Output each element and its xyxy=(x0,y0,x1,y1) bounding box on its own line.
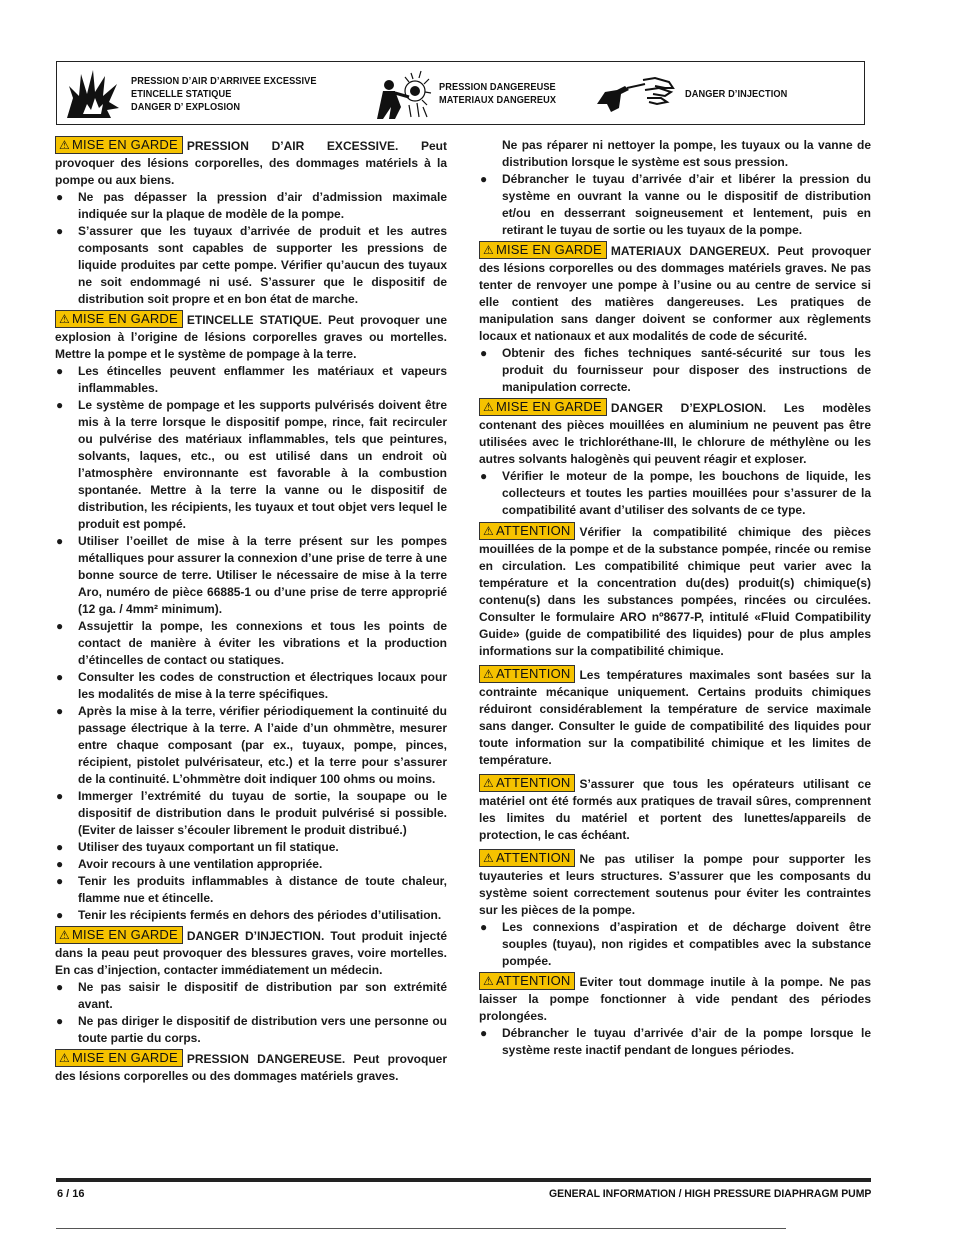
warning-dangerous-pressure-text: PRESSION DANGEREUSE. Peut provoquer des lésions corporelles ou des dommages matériels graves. xyxy=(55,1052,447,1083)
caution-chemical-compatibility xyxy=(479,523,871,660)
caution-label xyxy=(479,972,575,990)
caution-label-text: ATTENTION xyxy=(495,850,571,865)
caution-label-text: ATTENTION xyxy=(495,775,571,790)
warning-air-pressure-text: PRESSION D’AIR EXCESSIVE. Peut provoquer des lésions corporelles, des dommages matériels à la pompe ou aux biens. xyxy=(55,139,447,187)
bullet-item: ● Immerger l’extrémité du tuyau de sortie, la soupape ou le dispositif de distribution dans le produit pulvérisé si possible. (Eviter de laisser s’écouler librement le produit distribué.) xyxy=(56,789,447,837)
bullet-text: S’assurer que les tuyaux d’arrivée de produit et les autres composants sont capables de supporter les pressions de liquide produites par cette pompe. Vérifier qu’aucun des tuyaux ne soit endommagé ni usé. S’assurer que le dispositif de distribution soit propre et en bon état de marche. xyxy=(78,224,447,306)
caution-pump-support xyxy=(479,850,871,919)
warning-static-spark-text: ETINCELLE STATIQUE. Peut provoquer une explosion à l’origine de lésions corporelles graves ou mortelles. Mettre la pompe et le système de pompage à la terre. xyxy=(55,313,447,361)
warning-triangle-icon: ⚠ xyxy=(59,1051,70,1065)
bullet-text: Le système de pompage et les supports pulvérisés doivent être mis à la terre lorsque le dispositif pompe, rince, fait recirculer ou pulvérise des matériaux inflammables, tels que peintures, solvants, laques, etc., ou est utilisé dans un endroit où l’atmosphère environnante est favorable à la combustion spontanée. Mettre à la terre la vanne ou le dispositif de distribution, les récipients, les tuyaux et tout objet vers lequel le produit est pompé. xyxy=(78,398,447,531)
warning-explosion xyxy=(479,399,871,468)
footer-title: GENERAL INFORMATION / HIGH PRESSURE DIAPHRAGM PUMP xyxy=(548,1188,871,1200)
bullet-item: ● Tenir les récipients fermés en dehors des périodes d’utilisation. xyxy=(56,908,442,922)
warning-label-text: MISE EN GARDE xyxy=(71,137,178,152)
warning-triangle-icon: ⚠ xyxy=(59,928,70,942)
bullet-item: ● Utiliser l’oeillet de mise à la terre présent sur les pompes métalliques pour assurer la connexion d’une prise de terre à une bonne source de terre. Utiliser le nécessaire de mise à la terre Aro, numéro de pièce 66885-1 ou d’une prise de terre approprié (12 ga. / 4mm² minimum). xyxy=(56,534,447,616)
bullet-item: ● Vérifier le moteur de la pompe, les bouchons de liquide, les collecteurs et toutes les parties mouillées pour s’assurer de la compatibilité avant d’utiliser des solvants de ce type. xyxy=(480,469,871,517)
hazard-text-2a: PRESSION DANGEREUSE xyxy=(439,82,556,93)
caution-label xyxy=(479,522,575,540)
warning-triangle-icon: ⚠ xyxy=(59,138,70,152)
bullet-item: ● Ne pas diriger le dispositif de distribution vers une personne ou toute partie du corps. xyxy=(56,1014,447,1045)
warning-dangerous-pressure-continued: Ne pas réparer ni nettoyer la pompe, les tuyaux ou la vanne de distribution lorsque le système est sous pression. xyxy=(502,138,871,169)
bullet-text: Obtenir des fiches techniques santé-sécurité sur tous les produit du fournisseur pour disposer des instructions de manipulation correcte. xyxy=(502,346,871,394)
warning-label-text: MISE EN GARDE xyxy=(71,927,178,942)
bullet-text: Après la mise à la terre, vérifier périodiquement la continuité du passage électrique à la terre. A l’aide d’un ohmmètre, mesurer entre chaque composant (par ex., tuyaux, pompe, pinces, récipient, pistolet pulvérisateur, etc.) et la terre pour s’assurer de la continuité. L’ohmmètre doit indiquer 100 ohms ou moins. xyxy=(78,704,447,786)
caution-max-temperature-text: Les températures maximales sont basées sur la contrainte mécanique uniquement. Certains produits chimiques réduiront considérablement la température de service maximale sans danger. Consulter le guide de compatibilité des liquides pour toute information sur la compatibilité chimique et les limites de température. xyxy=(479,668,871,767)
caution-max-temperature xyxy=(479,666,871,769)
warning-triangle-icon: ⚠ xyxy=(483,243,494,257)
bullet-text: Ne pas dépasser la pression d’air d’admission maximale indiquée sur la plaque de modèle de la pompe. xyxy=(78,190,447,221)
warning-triangle-icon: ⚠ xyxy=(483,667,494,681)
bullet-item: ● Ne pas dépasser la pression d’air d’admission maximale indiquée sur la plaque de modèle de la pompe. xyxy=(56,190,447,221)
bullet-text: Assujettir la pompe, les connexions et tous les points de contact de manière à éviter les vibrations et la production d’étincelles de contact ou statiques. xyxy=(78,619,447,667)
bullet-text: Utiliser l’oeillet de mise à la terre présent sur les pompes métalliques pour assurer la connexion d’une prise de terre à une bonne source de terre. Utiliser le nécessaire de mise à la terre Aro, numéro de pièce 66885-1 ou d’une prise de terre approprié (12 ga. / 4mm² minimum). xyxy=(78,534,447,616)
bullet-text: Tenir les produits inflammables à distance de toute chaleur, flamme nue et étincelle. xyxy=(78,874,447,905)
injection-icon xyxy=(595,74,675,114)
hazard-group-explosion xyxy=(65,68,333,120)
caution-label xyxy=(479,849,575,867)
caution-dry-run-text: Eviter tout dommage inutile à la pompe. Ne pas laisser la pompe fonctionner à vide pendant des périodes prolongées. xyxy=(479,975,871,1023)
bullet-item: ● Les connexions d’aspiration et de décharge doivent être souples (tuyau), non rigides et compatibles avec la substance pompée. xyxy=(480,920,871,968)
warning-air-pressure xyxy=(55,137,447,189)
warning-hazardous-materials-text: MATERIAUX DANGEREUX. Peut provoquer des lésions corporelles ou des dommages matériels graves. Ne pas tenter de renvoyer une pompe à l’usine ou au centre de service si elle contient des matières dangereuses. Les pratiques de manipulation sans danger doivent se conformer aux règlements locaux et nationaux et aux modalités de code de sécurité. xyxy=(479,244,871,343)
hazard-text-2b: MATERIAUX DANGEREUX xyxy=(439,95,557,106)
hazard-group-materials xyxy=(375,67,566,121)
warning-triangle-icon: ⚠ xyxy=(59,312,70,326)
warning-injection-text: DANGER D’INJECTION. Tout produit injecté dans la peau peut provoquer des blessures graves, voire mortelles. En cas d’injection, contacter immédiatement un médecin. xyxy=(55,929,447,977)
left-column xyxy=(55,137,447,1085)
bullet-text: Consulter les codes de construction et électriques locaux pour les modalités de mise à la terre spécifiques. xyxy=(78,670,447,701)
page-number: 6 / 16 xyxy=(57,1188,85,1200)
bullet-item: ● Tenir les produits inflammables à distance de toute chaleur, flamme nue et étincelle. xyxy=(56,874,447,905)
bullet-item: ● Les étincelles peuvent enflammer les matériaux et vapeurs inflammables. xyxy=(56,364,447,395)
bullet-text: Ne pas saisir le dispositif de distribution par son extrémité avant. xyxy=(78,980,447,1011)
warning-label-text: MISE EN GARDE xyxy=(71,311,178,326)
hazard-group-injection xyxy=(595,74,796,114)
hazard-header xyxy=(56,61,865,125)
warning-dangerous-pressure xyxy=(55,1050,447,1085)
bullet-item: ● Assujettir la pompe, les connexions et tous les points de contact de manière à éviter les vibrations et la production d’étincelles de contact ou statiques. xyxy=(56,619,447,667)
hazard-text-1b: ETINCELLE STATIQUE xyxy=(131,88,232,100)
bullet-item: ● Après la mise à la terre, vérifier périodiquement la continuité du passage électrique à la terre. A l’aide d’un ohmmètre, mesurer entre chaque composant (par ex., tuyaux, pompe, pinces, récipient, pistolet pulvérisateur, etc.) et la terre pour s’assurer de la continuité. L’ohmmètre doit indiquer 100 ohms ou moins. xyxy=(56,704,447,786)
bullet-text: Débrancher le tuyau d’arrivée d’air et libérer la pression du système en ouvrant la vanne ou le dispositif de distribution et/ou en desserrant soigneusement et lentement, puis en retirant le tuyau de sortie ou les tuyaux de la pompe. xyxy=(502,172,871,237)
bullet-text: Tenir les récipients fermés en dehors des périodes d’utilisation. xyxy=(78,908,442,922)
warning-triangle-icon: ⚠ xyxy=(483,400,494,414)
hazard-text-1a: PRESSION D’AIR D’ARRIVEE EXCESSIVE xyxy=(131,75,317,87)
warning-static-spark xyxy=(55,311,447,363)
bullet-item: ● Le système de pompage et les supports pulvérisés doivent être mis à la terre lorsque le dispositif pompe, rince, fait recirculer ou pulvérise des matériaux inflammables, tels que peintures, solvants, laques, etc., ou est utilisé dans un endroit où l’atmosphère environnante est favorable à la combustion spontanée. Mettre à la terre la vanne ou le dispositif de distribution, les récipients, les tuyaux et tout objet vers lequel le produit est pompé. xyxy=(56,398,447,531)
warning-label-text: MISE EN GARDE xyxy=(495,399,602,414)
bullet-text: Ne pas diriger le dispositif de distribution vers une personne ou toute partie du corps. xyxy=(78,1014,447,1045)
bullet-text: Avoir recours à une ventilation appropriée. xyxy=(78,857,323,871)
caution-chemical-compatibility-text: Vérifier la compatibilité chimique des pièces mouillées de la pompe et de la substance pompée, rincée ou remise en circulation. Les compatibilité chimique peut varier avec la température et la concentration du(des) produit(s) chimique(s) contenu(s) dans les substances pompées, rincées ou circulées. Consulter le formulaire ARO nº8677-P, intitulé «Fluid Compatibility Guide» (guide de compatibilité des liquides) pour de plus amples informations sur la compatibilité chimique. xyxy=(479,525,871,658)
bullet-item: ● Débrancher le tuyau d’arrivée d’air et libérer la pression du système en ouvrant la vanne ou le dispositif de distribution et/ou en desserrant soigneusement et lentement, puis en retirant le tuyau de sortie ou les tuyaux de la pompe. xyxy=(480,172,871,237)
warning-triangle-icon: ⚠ xyxy=(483,974,494,988)
hazardous-materials-icon xyxy=(375,67,433,121)
warning-label-text: MISE EN GARDE xyxy=(71,1050,178,1065)
explosion-icon xyxy=(65,68,121,120)
caution-operator-training-text: S’assurer que tous les opérateurs utilisant ce matériel ont été formés aux pratiques de travail sûres, comprennent les limites du matériel et portent des lunettes/appareils de protection, le cas échéant. xyxy=(479,777,871,842)
warning-label xyxy=(479,398,607,416)
bullet-item: ● S’assurer que les tuyaux d’arrivée de produit et les autres composants sont capables de supporter les pressions de liquide produites par cette pompe. Vérifier qu’aucun des tuyaux ne soit endommagé ni usé. S’assurer que le dispositif de distribution soit propre et en bon état de marche. xyxy=(56,224,447,306)
warning-label xyxy=(55,310,183,328)
warning-triangle-icon: ⚠ xyxy=(483,776,494,790)
warning-label xyxy=(55,926,183,944)
caution-label-text: ATTENTION xyxy=(495,666,571,681)
bullet-text: Débrancher le tuyau d’arrivée d’air de la pompe lorsque le système reste inactif pendant de longues périodes. xyxy=(502,1026,871,1057)
bottom-divider xyxy=(56,1228,786,1229)
bullet-item: ● Obtenir des fiches techniques santé-sécurité sur tous les produit du fournisseur pour disposer des instructions de manipulation correcte. xyxy=(480,346,871,394)
warning-label-text: MISE EN GARDE xyxy=(495,242,602,257)
hazard-text-3a: DANGER D’INJECTION xyxy=(685,88,788,100)
caution-label xyxy=(479,774,575,792)
caution-label xyxy=(479,665,575,683)
caution-dry-run xyxy=(479,973,871,1025)
bullet-text: Immerger l’extrémité du tuyau de sortie, la soupape ou le dispositif de distribution dans le produit pulvérisé si possible. (Eviter de laisser s’écouler librement le produit distribué.) xyxy=(78,789,447,837)
caution-label-text: ATTENTION xyxy=(495,523,571,538)
bullet-item: ● Utiliser des tuyaux comportant un fil statique. xyxy=(56,840,339,854)
bullet-item: ● Avoir recours à une ventilation appropriée. xyxy=(56,857,323,871)
bullet-item: ● Consulter les codes de construction et électriques locaux pour les modalités de mise à la terre spécifiques. xyxy=(56,670,447,701)
warning-explosion-text: DANGER D’EXPLOSION. Les modèles contenant des pièces mouillées en aluminium ne peuvent pas être utilisées avec le trichloréthane-III, le chlorure de méthylène ou les autres solvants halogènès qui peuvent réagir et exploser. xyxy=(479,401,871,466)
warning-triangle-icon: ⚠ xyxy=(483,851,494,865)
warning-label xyxy=(55,136,183,154)
caution-operator-training xyxy=(479,775,871,844)
warning-hazardous-materials xyxy=(479,242,871,345)
right-column xyxy=(479,137,871,1059)
warning-label xyxy=(479,241,607,259)
bullet-text: Vérifier le moteur de la pompe, les bouchons de liquide, les collecteurs et toutes les parties mouillées pour s’assurer de la compatibilité avant d’utiliser des solvants de ce type. xyxy=(502,469,871,517)
caution-label-text: ATTENTION xyxy=(495,973,571,988)
footer-rule xyxy=(56,1178,871,1182)
warning-label xyxy=(55,1049,183,1067)
caution-pump-support-text: Ne pas utiliser la pompe pour supporter les tuyauteries et leurs structures. S’assurer que les composants du système soient correctement soutenus pour éviter les contraintes sur les pièces de la pompe. xyxy=(479,852,871,917)
warning-triangle-icon: ⚠ xyxy=(483,524,494,538)
bullet-text: Les connexions d’aspiration et de décharge doivent être souples (tuyau), non rigides et compatibles avec la substance pompée. xyxy=(502,920,871,968)
bullet-text: Utiliser des tuyaux comportant un fil statique. xyxy=(78,840,339,854)
bullet-item: ● Ne pas saisir le dispositif de distribution par son extrémité avant. xyxy=(56,980,447,1011)
bullet-text: Les étincelles peuvent enflammer les matériaux et vapeurs inflammables. xyxy=(78,364,447,395)
warning-injection xyxy=(55,927,447,979)
hazard-text-1c: DANGER D’ EXPLOSION xyxy=(131,101,241,113)
bullet-item: ● Débrancher le tuyau d’arrivée d’air de la pompe lorsque le système reste inactif pendant de longues périodes. xyxy=(480,1026,871,1057)
